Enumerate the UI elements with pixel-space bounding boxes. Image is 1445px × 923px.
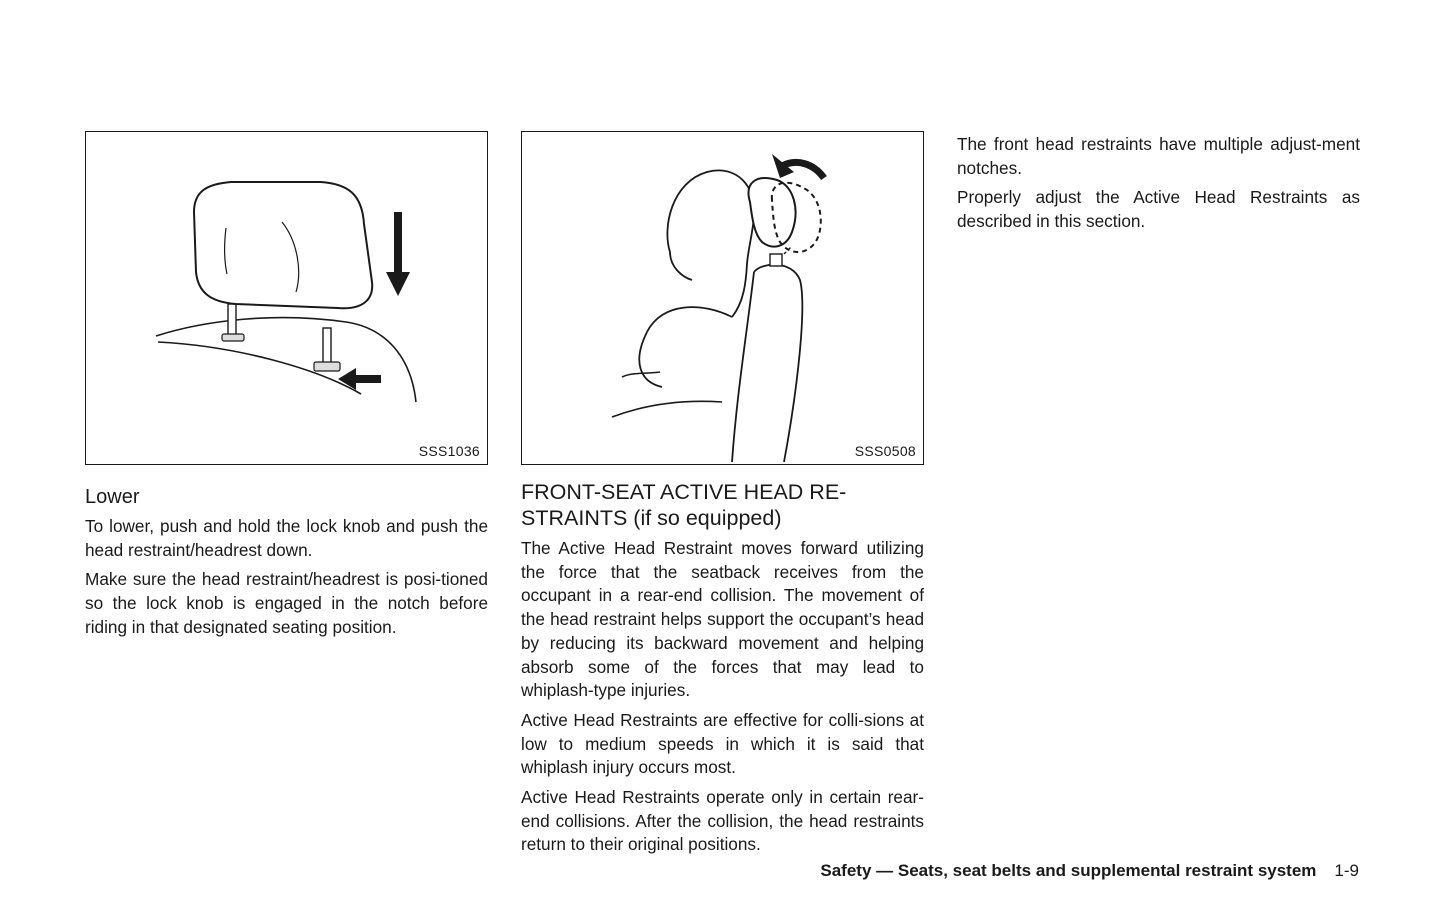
active-head-restraint-illustration xyxy=(522,132,922,463)
paragraph: Active Head Restraints operate only in certain rear-end collisions. After the collision, the head restraints return to their original positions. xyxy=(521,787,924,855)
page-number: 1-9 xyxy=(1334,861,1359,880)
figure-lower-headrest xyxy=(85,131,488,465)
paragraph: The front head restraints have multiple adjust-ment notches. xyxy=(957,134,1360,178)
figure-active-head-restraint xyxy=(521,131,924,465)
heading-line-2: STRAINTS (if so equipped) xyxy=(521,506,782,530)
left-column xyxy=(85,485,488,646)
figure-code: SSS1036 xyxy=(418,443,480,459)
page-footer xyxy=(820,861,1359,881)
headrest-lower-illustration xyxy=(86,132,486,463)
paragraph: Properly adjust the Active Head Restraints as described in this section. xyxy=(957,187,1360,232)
paragraph: Make sure the head restraint/headrest is posi-tioned so the lock knob is engaged in the notch before riding in that designated seating position. xyxy=(85,569,488,637)
section-heading-active-head-restraints xyxy=(521,479,924,531)
paragraph: Active Head Restraints are effective for colli-sions at low to medium speeds in which it is said that whiplash injury occurs most. xyxy=(521,709,924,778)
footer-section-title: Safety — Seats, seat belts and supplemental restraint system xyxy=(820,861,1317,880)
section-heading-lower: Lower xyxy=(85,486,140,508)
figure-code: SSS0508 xyxy=(854,443,916,459)
middle-column xyxy=(521,479,924,863)
paragraph: To lower, push and hold the lock knob and push the head restraint/headrest down. xyxy=(85,516,488,560)
right-column xyxy=(957,133,1360,240)
paragraph: The Active Head Restraint moves forward utilizing the force that the seatback receives from the occupant in a rear-end collision. The movement of the head restraint helps support the occupant’s head by reducing its backward movement and helping absorb some of the forces that may lead to whiplash-type injuries. xyxy=(521,538,924,701)
heading-line-1: FRONT-SEAT ACTIVE HEAD RE- xyxy=(521,480,847,504)
